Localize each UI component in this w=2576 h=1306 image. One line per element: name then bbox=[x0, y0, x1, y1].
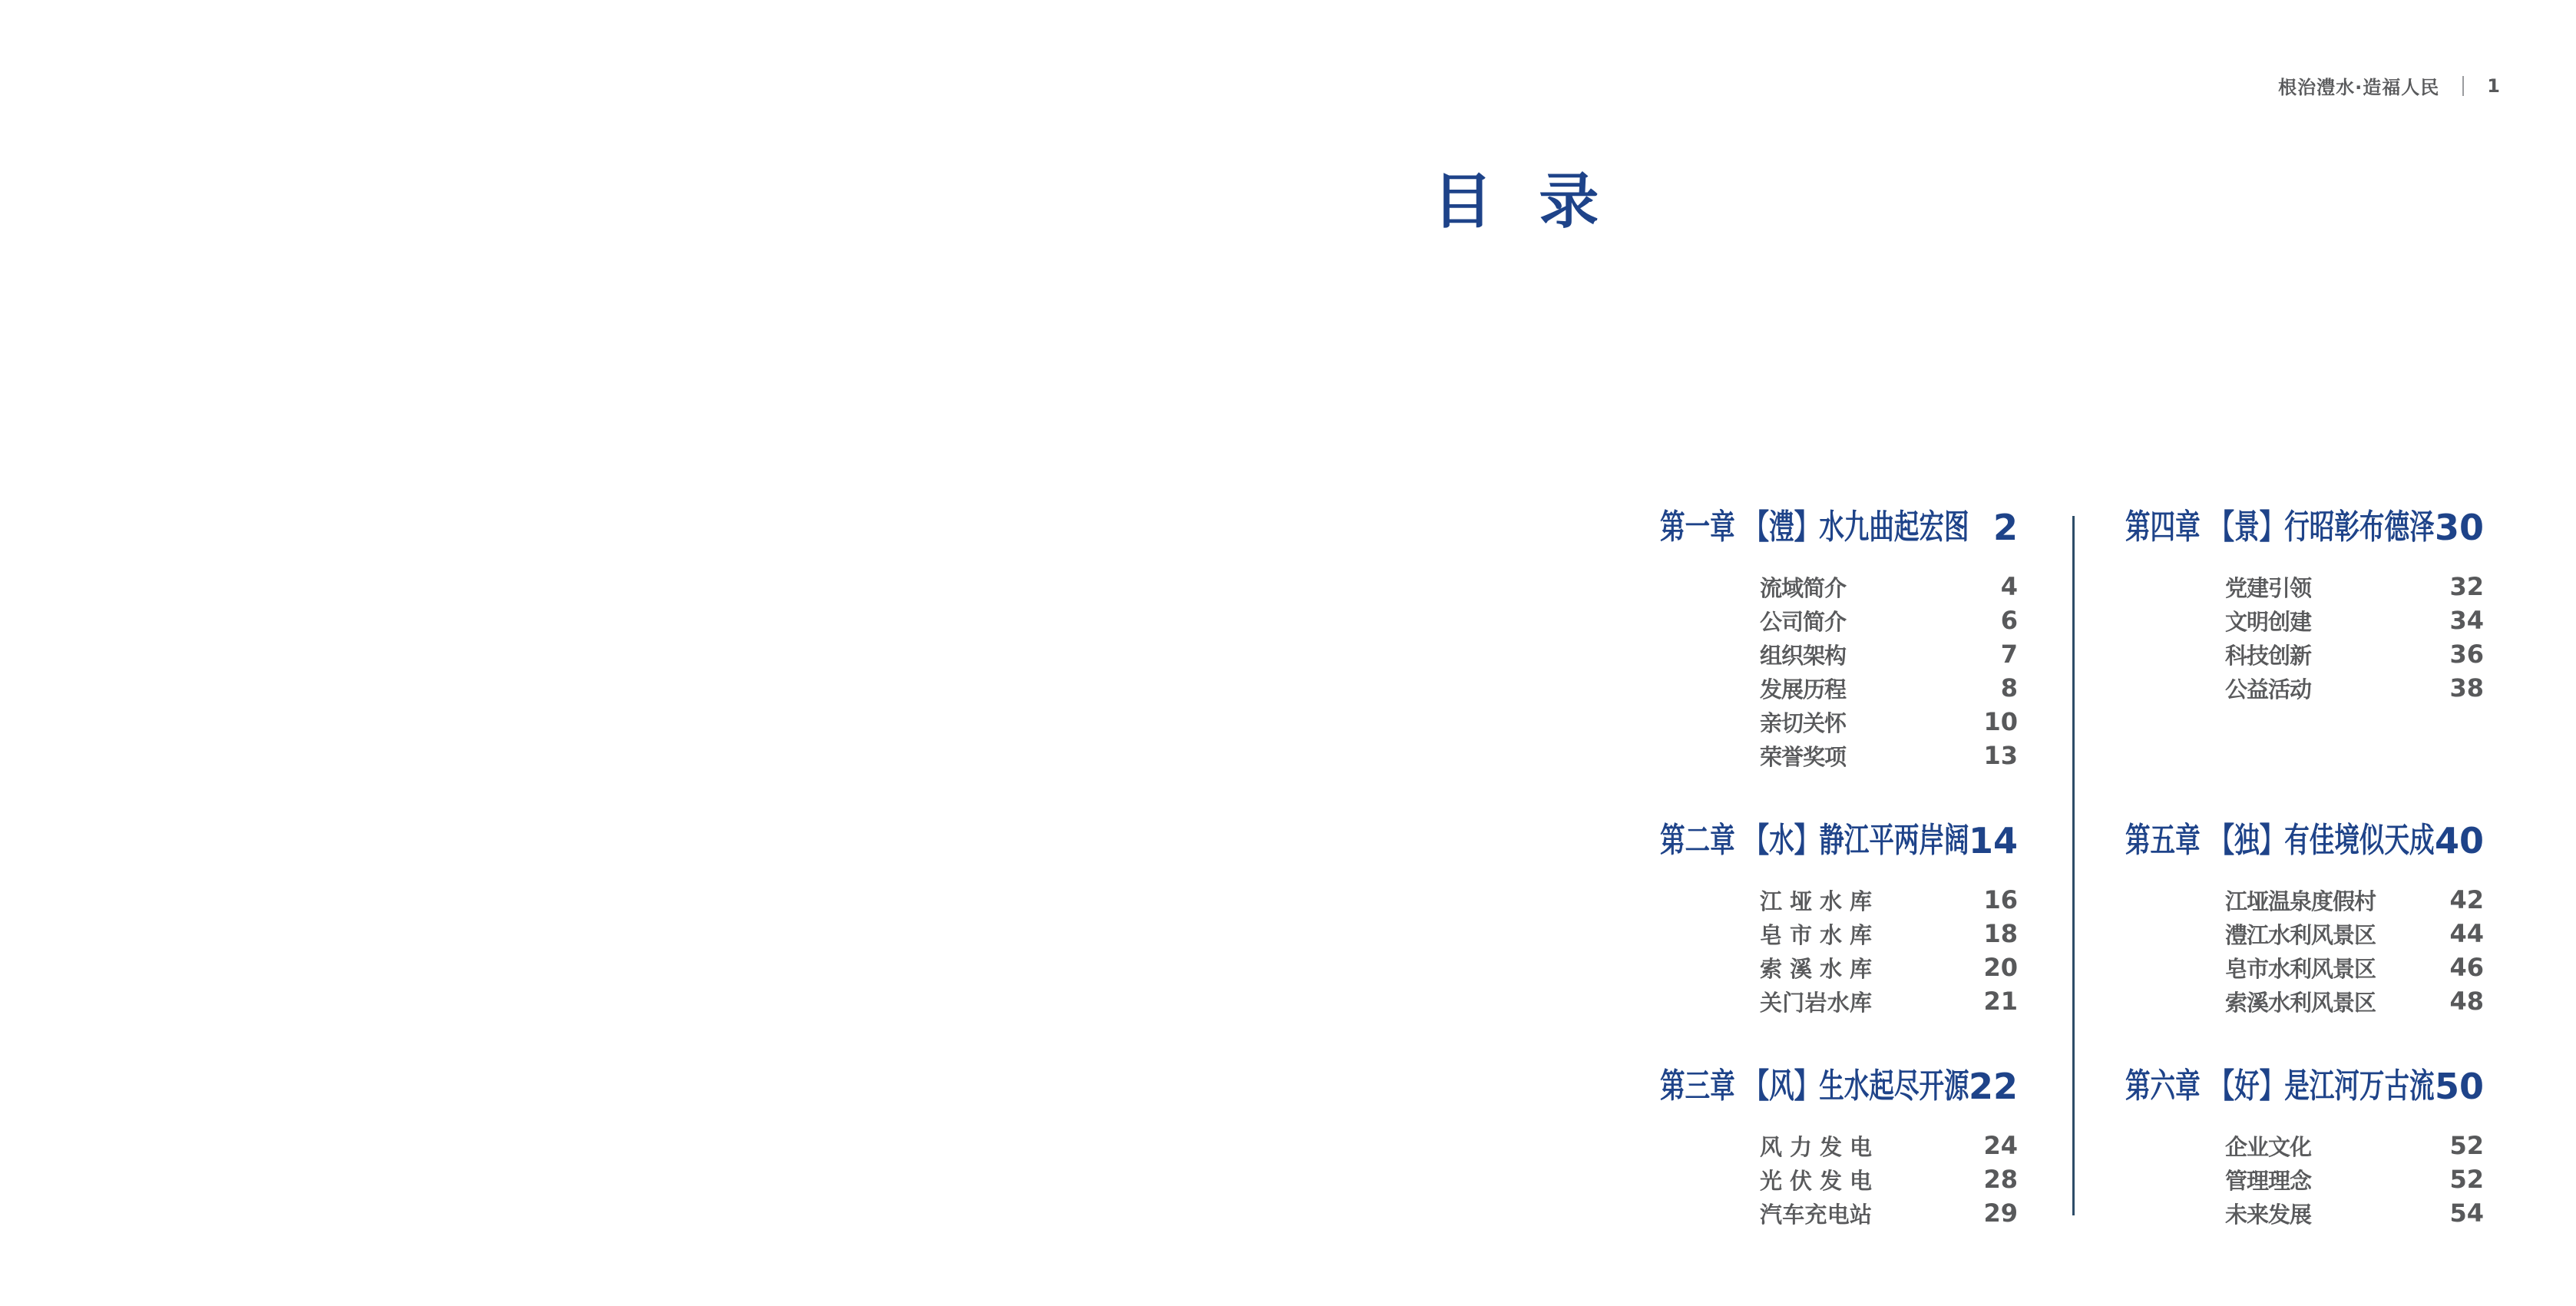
toc-item-label: 皂市水库 bbox=[1760, 921, 1872, 948]
chapter-label: 第三章 bbox=[1660, 1066, 1735, 1106]
toc-item-label: 风力发电 bbox=[1760, 1133, 1872, 1160]
toc-item-label: 澧江水利风景区 bbox=[2225, 921, 2376, 948]
chapter-3 bbox=[1660, 1068, 2018, 1230]
toc-item-page: 46 bbox=[2449, 953, 2484, 982]
chapter-heading-text bbox=[2125, 822, 2435, 859]
toc-item-label: 关门岩水库 bbox=[1760, 989, 1872, 1016]
chapter-2-items bbox=[1660, 883, 2018, 1018]
toc-item-page: 52 bbox=[2449, 1131, 2484, 1160]
chapter-title: 【水】静江平两岸阔 bbox=[1744, 821, 1969, 860]
toc-item[interactable] bbox=[2125, 1129, 2484, 1162]
toc-item-label: 江垭水库 bbox=[1760, 888, 1872, 914]
chapter-1-items bbox=[1660, 570, 2018, 772]
chapter-page-number: 30 bbox=[2434, 507, 2484, 548]
column-divider bbox=[2072, 516, 2075, 1215]
toc-item-page: 6 bbox=[2000, 606, 2018, 635]
toc-item[interactable] bbox=[2125, 951, 2484, 984]
toc-item-page: 32 bbox=[2449, 572, 2484, 601]
toc-item[interactable] bbox=[1660, 637, 2018, 671]
toc-item-page: 18 bbox=[1983, 919, 2018, 948]
toc-item-page: 54 bbox=[2449, 1199, 2484, 1228]
toc-item-page: 44 bbox=[2449, 919, 2484, 948]
toc-item[interactable] bbox=[1660, 570, 2018, 603]
toc-item[interactable] bbox=[1660, 951, 2018, 984]
toc-item[interactable] bbox=[1660, 671, 2018, 705]
chapter-page-number: 2 bbox=[1992, 507, 2018, 548]
chapter-label: 第四章 bbox=[2125, 508, 2201, 547]
toc-item-page: 13 bbox=[1983, 741, 2018, 770]
toc-item-page: 4 bbox=[2000, 572, 2018, 601]
toc-item[interactable] bbox=[1660, 1162, 2018, 1196]
toc-item[interactable] bbox=[1660, 603, 2018, 637]
toc-item-page: 16 bbox=[1983, 885, 2018, 914]
toc-item-page: 34 bbox=[2449, 606, 2484, 635]
toc-item[interactable] bbox=[2125, 1196, 2484, 1230]
chapter-page-number: 14 bbox=[1968, 820, 2018, 861]
toc-item-label: 科技创新 bbox=[2225, 642, 2312, 669]
toc-item-label: 亲切关怀 bbox=[1760, 709, 1847, 736]
chapter-4-items bbox=[2125, 570, 2484, 705]
toc-item[interactable] bbox=[2125, 1162, 2484, 1196]
chapter-2 bbox=[1660, 822, 2018, 1018]
header-slogan: 根治澧水·造福人民 bbox=[2278, 77, 2440, 98]
toc-item-page: 38 bbox=[2449, 673, 2484, 703]
toc-item[interactable] bbox=[1660, 1196, 2018, 1230]
toc-item[interactable] bbox=[1660, 883, 2018, 917]
toc-item[interactable] bbox=[2125, 570, 2484, 603]
chapter-label: 第一章 bbox=[1660, 508, 1735, 547]
chapter-heading-text bbox=[2125, 1068, 2435, 1105]
toc-item[interactable] bbox=[1660, 1129, 2018, 1162]
toc-item-label: 未来发展 bbox=[2225, 1201, 2312, 1228]
toc-item-label: 组织架构 bbox=[1760, 642, 1847, 669]
chapter-label: 第二章 bbox=[1660, 821, 1735, 860]
toc-item[interactable] bbox=[2125, 637, 2484, 671]
chapter-2-heading[interactable] bbox=[1660, 822, 2018, 859]
chapter-6 bbox=[2125, 1068, 2484, 1230]
chapter-label: 第六章 bbox=[2125, 1066, 2201, 1106]
toc-item-label: 索溪水库 bbox=[1760, 955, 1872, 982]
toc-item-label: 发展历程 bbox=[1760, 676, 1847, 703]
toc-item-label: 荣誉奖项 bbox=[1760, 743, 1847, 770]
chapter-4 bbox=[2125, 509, 2484, 705]
chapter-title: 【独】有佳境似天成 bbox=[2209, 821, 2435, 860]
toc-item-label: 公司简介 bbox=[1760, 608, 1847, 635]
chapter-5-heading[interactable] bbox=[2125, 822, 2484, 859]
toc-item-page: 28 bbox=[1983, 1165, 2018, 1194]
chapter-6-heading[interactable] bbox=[2125, 1068, 2484, 1105]
chapter-1-heading[interactable] bbox=[1660, 509, 2018, 546]
chapter-1 bbox=[1660, 509, 2018, 772]
toc-item-label: 管理理念 bbox=[2225, 1167, 2312, 1194]
header-page-number: 1 bbox=[2487, 74, 2501, 97]
chapter-heading-text bbox=[2125, 509, 2435, 546]
toc-item[interactable] bbox=[2125, 883, 2484, 917]
toc-item-page: 36 bbox=[2449, 640, 2484, 669]
toc-item[interactable] bbox=[1660, 917, 2018, 951]
chapter-heading-text bbox=[1660, 1068, 1969, 1105]
toc-item[interactable] bbox=[1660, 739, 2018, 772]
toc-item-page: 24 bbox=[1983, 1131, 2018, 1160]
toc-item-label: 党建引领 bbox=[2225, 574, 2312, 601]
chapter-5 bbox=[2125, 822, 2484, 1018]
toc-item-label: 江垭温泉度假村 bbox=[2225, 888, 2376, 914]
toc-item-label: 索溪水利风景区 bbox=[2225, 989, 2376, 1016]
toc-item-label: 企业文化 bbox=[2225, 1133, 2312, 1160]
chapter-page-number: 50 bbox=[2434, 1066, 2484, 1107]
toc-item-page: 42 bbox=[2449, 885, 2484, 914]
chapter-heading-text bbox=[1660, 509, 1969, 546]
chapter-title: 【风】生水起尽开源 bbox=[1744, 1066, 1969, 1106]
toc-item[interactable] bbox=[2125, 671, 2484, 705]
chapter-page-number: 40 bbox=[2434, 820, 2484, 861]
toc-item-page: 20 bbox=[1983, 953, 2018, 982]
toc-item[interactable] bbox=[2125, 917, 2484, 951]
toc-column-right bbox=[2125, 0, 2484, 1306]
toc-item-page: 21 bbox=[1983, 987, 2018, 1016]
chapter-3-heading[interactable] bbox=[1660, 1068, 2018, 1105]
chapter-page-number: 22 bbox=[1968, 1066, 2018, 1107]
toc-column-left bbox=[1660, 0, 2018, 1306]
page-title: 目 录 bbox=[1433, 167, 1601, 236]
chapter-label: 第五章 bbox=[2125, 821, 2201, 860]
toc-item-label: 流域简介 bbox=[1760, 574, 1847, 601]
toc-item-label: 皂市水利风景区 bbox=[2225, 955, 2376, 982]
toc-item-page: 7 bbox=[2000, 640, 2018, 669]
chapter-title: 【澧】水九曲起宏图 bbox=[1744, 508, 1969, 547]
chapter-title: 【好】是江河万古流 bbox=[2209, 1066, 2435, 1106]
toc-item-label: 文明创建 bbox=[2225, 608, 2312, 635]
toc-item-page: 48 bbox=[2449, 987, 2484, 1016]
toc-item-label: 光伏发电 bbox=[1760, 1167, 1872, 1194]
chapter-title: 【景】行昭彰布德泽 bbox=[2209, 508, 2435, 547]
toc-item-label: 汽车充电站 bbox=[1760, 1201, 1872, 1228]
toc-item-page: 52 bbox=[2449, 1165, 2484, 1194]
toc-item[interactable] bbox=[2125, 603, 2484, 637]
chapter-6-items bbox=[2125, 1129, 2484, 1230]
chapter-5-items bbox=[2125, 883, 2484, 1018]
toc-item-label: 公益活动 bbox=[2225, 676, 2312, 703]
toc-item-page: 10 bbox=[1983, 707, 2018, 736]
toc-item-page: 8 bbox=[2000, 673, 2018, 703]
chapter-heading-text bbox=[1660, 822, 1969, 859]
chapter-3-items bbox=[1660, 1129, 2018, 1230]
toc-item[interactable] bbox=[1660, 984, 2018, 1018]
toc-item[interactable] bbox=[1660, 705, 2018, 739]
toc-item[interactable] bbox=[2125, 984, 2484, 1018]
toc-item-page: 29 bbox=[1983, 1199, 2018, 1228]
chapter-4-heading[interactable] bbox=[2125, 509, 2484, 546]
